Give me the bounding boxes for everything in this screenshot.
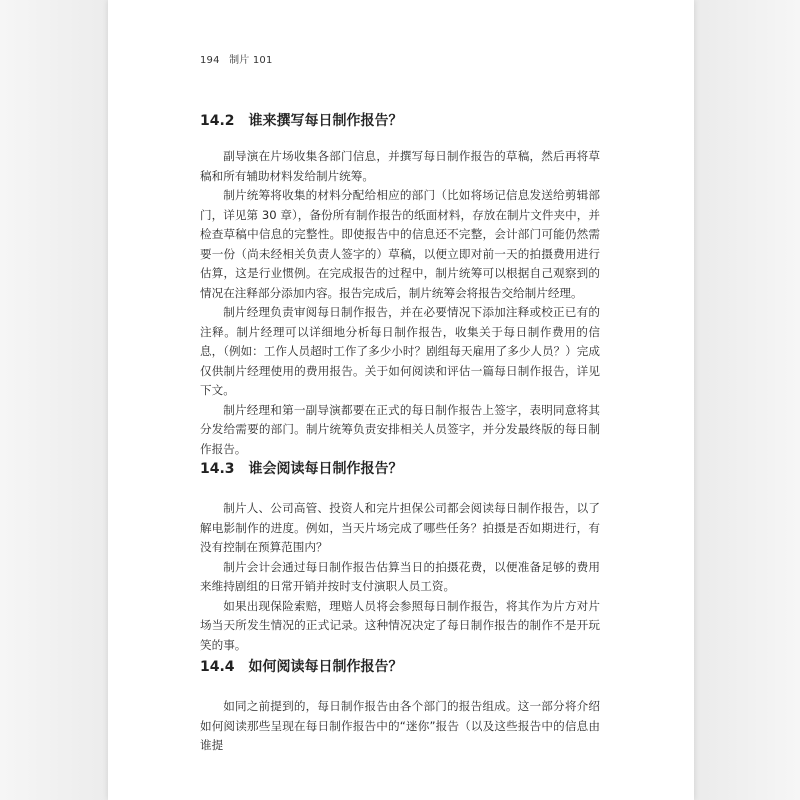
section-number: 14.2 bbox=[200, 113, 235, 129]
section-title: 如何阅读每日制作报告？ bbox=[248, 659, 403, 675]
section-heading bbox=[200, 657, 600, 677]
paragraph: 如果出现保险索赔，理赔人员将会参照每日制作报告，将其作为片方对片场当天所发生情况的正式记录。这种情况决定了每日制作报告的制作不是开玩笑的事。 bbox=[200, 598, 600, 652]
section-body bbox=[200, 147, 600, 459]
paragraph: 制片经理负责审阅每日制作报告，并在必要情况下添加注释或校正已有的注释。制片经理可以详细地分析每日制作报告，收集关于每日制作费用的信息，（例如：工作人员超时工作了多少小时？剧组每天雇用了多少人员？）完成仅供制片经理使用的费用报告。关于如何阅读和评估一篇每日制作报告，详见下文。 bbox=[200, 305, 600, 397]
paragraph: 制片会计会通过每日制作报告估算当日的拍摄花费，以便准备足够的费用来维持剧组的日常开销并按时支付演职人员工资。 bbox=[200, 559, 600, 593]
paragraph: 制片统筹将收集的材料分配给相应的部门（比如将场记信息发送给剪辑部门，详见第 30 章），备份所有制作报告的纸面材料，存放在制片文件夹中，并检查草稿中信息的完整性。即使报告中的信息还不完整，会计部门可能仍然需要一份（尚未经相关负责人签字的）草稿，以便立即对前一天的拍摄费用进行估算，这是行业惯例。在完成报告的过程中，制片统筹可以根据自己观察到的情况在注释部分添加内容。报告完成后，制片统筹会将报告交给制片经理。 bbox=[200, 188, 600, 300]
section-14-2 bbox=[200, 111, 600, 459]
section-14-3 bbox=[200, 459, 600, 655]
section-title: 谁来撰写每日制作报告？ bbox=[248, 113, 403, 129]
section-body bbox=[200, 499, 600, 655]
section-heading bbox=[200, 111, 600, 131]
paragraph: 副导演在片场收集各部门信息，并撰写每日制作报告的草稿，然后再将草稿和所有辅助材料发给制片统筹。 bbox=[200, 149, 600, 183]
paragraph: 制片人、公司高管、投资人和完片担保公司都会阅读每日制作报告，以了解电影制作的进度。例如，当天片场完成了哪些任务？拍摄是否如期进行，有没有控制在预算范围内？ bbox=[200, 501, 600, 554]
book-page bbox=[108, 0, 694, 800]
section-number: 14.4 bbox=[200, 659, 235, 675]
page-number: 194 bbox=[200, 55, 220, 66]
paragraph: 制片经理和第一副导演都要在正式的每日制作报告上签字，表明同意将其分发给需要的部门。制片统筹负责安排相关人员签字，并分发最终版的每日制作报告。 bbox=[200, 402, 600, 456]
section-number: 14.3 bbox=[200, 461, 235, 477]
section-title: 谁会阅读每日制作报告？ bbox=[248, 461, 403, 477]
section-14-4 bbox=[200, 657, 600, 756]
running-header bbox=[200, 51, 273, 66]
paragraph: 如同之前提到的，每日制作报告由各个部门的报告组成。这一部分将介绍如何阅读那些呈现在每日制作报告中的“迷你”报告（以及这些报告中的信息由谁提 bbox=[200, 699, 600, 752]
section-body bbox=[200, 697, 600, 756]
book-title: 制片 101 bbox=[229, 55, 273, 66]
background-left bbox=[0, 0, 108, 800]
section-heading bbox=[200, 459, 600, 479]
background-right bbox=[694, 0, 800, 800]
